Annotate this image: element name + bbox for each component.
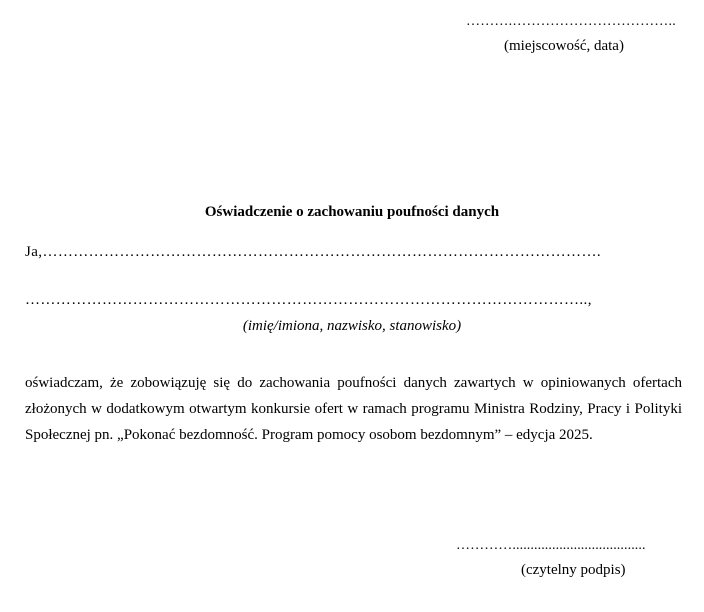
name-field-caption: (imię/imiona, nazwisko, stanowisko)	[242, 318, 462, 334]
signature-caption: (czytelny podpis)	[521, 562, 626, 578]
place-date-field: ……….……………………………..	[466, 14, 676, 29]
signature-field: ………….....................................	[456, 538, 646, 553]
document-title: Oświadczenie o zachowaniu poufności danych	[204, 204, 500, 220]
place-date-caption: (miejscowość, data)	[504, 38, 624, 54]
name-field-line-2: ………………………………………………………………………………………………..,	[25, 292, 592, 308]
declaration-paragraph: oświadczam, że zobowiązuję się do zachowania poufności danych zawartych w opiniowanych ofertach złożonych w dodatkowym otwartym konkursie ofert w ramach programu Ministra Rodziny, Pracy i Polityki Społecznej pn. „Pokonać bezdomność. Program pomocy osobom bezdomnym” – edycja 2025.	[25, 375, 682, 443]
name-field-line-1: Ja,……………………………………………………………………………………………….	[25, 244, 601, 260]
